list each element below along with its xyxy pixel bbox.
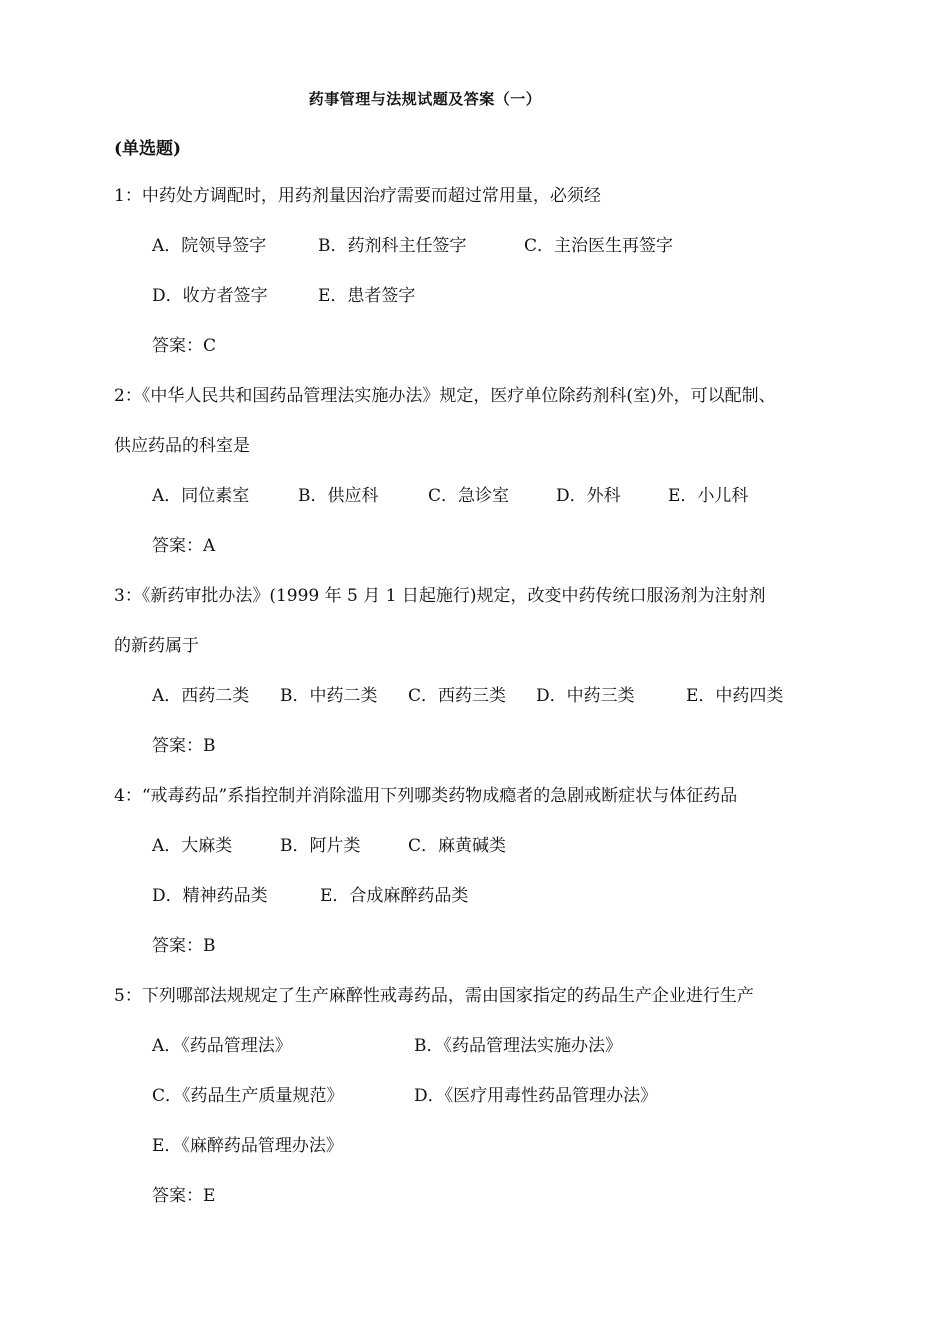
question-2-stem-line-2: 供应药品的科室是 [114,436,250,456]
question-5-answer: 答案：E [152,1186,216,1206]
option-d: D．《医疗用毒性药品管理办法》 [414,1086,658,1106]
question-5-stem: 5：下列哪部法规规定了生产麻醉性戒毒药品，需由国家指定的药品生产企业进行生产 [114,986,754,1006]
question-1-options-row-1 [152,234,673,258]
option-d: D．精神药品类 [152,886,268,906]
document-title: 药事管理与法规试题及答案（一） [308,90,542,108]
question-4-stem: 4：“戒毒药品”系指控制并消除滥用下列哪类药物成瘾者的急剧戒断症状与体征药品 [114,786,738,806]
question-2-stem-line-1: 2：《中华人民共和国药品管理法实施办法》规定，医疗单位除药剂科(室)外，可以配制、 [114,386,776,406]
option-c: C．急诊室 [428,486,510,506]
option-c: C．麻黄碱类 [408,836,507,856]
question-4-options-row-2 [152,884,468,908]
option-e: E．合成麻醉药品类 [320,886,469,906]
option-a: A．《药品管理法》 [152,1036,292,1056]
option-d: D．收方者签字 [152,286,268,306]
question-4-answer: 答案：B [152,936,216,956]
question-3-stem-line-1: 3：《新药审批办法》(1999 年 5 月 1 日起施行)规定，改变中药传统口服汤剂为注射剂 [114,586,766,606]
option-c: C．西药三类 [408,686,507,706]
option-e: E．中药四类 [686,686,784,706]
question-5-option-e: E．《麻醉药品管理办法》 [152,1136,343,1156]
option-e: E．患者签字 [318,286,416,306]
option-c: C．《药品生产质量规范》 [152,1086,344,1106]
option-a: A．西药二类 [152,686,250,706]
option-b: B．《药品管理法实施办法》 [414,1036,622,1056]
option-b: B．中药二类 [280,686,378,706]
question-1-options-row-2 [152,284,415,308]
question-3-answer: 答案：B [152,736,216,756]
question-1-answer: 答案：C [152,336,217,356]
option-b: B．阿片类 [280,836,361,856]
question-2-options-row [152,484,748,508]
option-e: E．小儿科 [668,486,749,506]
question-5-options-row-1 [152,1034,622,1058]
question-4-options-row-1 [152,834,506,858]
option-b: B．供应科 [298,486,379,506]
question-3-options-row [152,684,783,708]
option-b: B．药剂科主任签字 [318,236,467,256]
option-a: A．同位素室 [152,486,250,506]
question-1-stem: 1：中药处方调配时，用药剂量因治疗需要而超过常用量，必须经 [114,186,601,206]
question-5-options-row-2 [152,1084,657,1108]
option-c: C．主治医生再签字 [524,236,674,256]
question-2-answer: 答案：A [152,536,216,556]
option-a: A．院领导签字 [152,236,267,256]
option-d: D．中药三类 [536,686,635,706]
option-d: D．外科 [556,486,621,506]
section-heading: (单选题) [114,139,182,159]
option-a: A．大麻类 [152,836,233,856]
question-3-stem-line-2: 的新药属于 [114,636,199,656]
